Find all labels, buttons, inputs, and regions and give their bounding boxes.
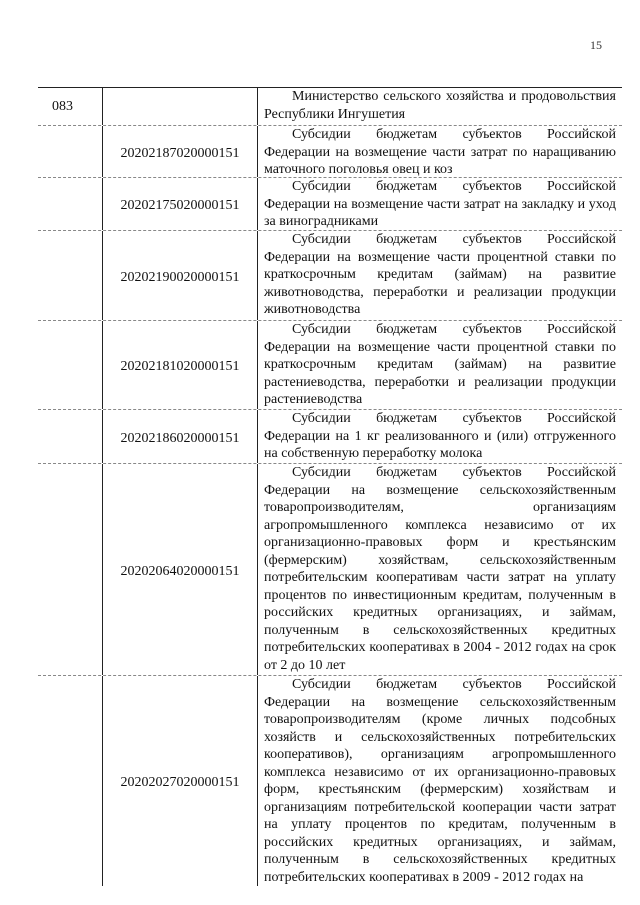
admin-code-cell — [38, 676, 103, 886]
table-row — [38, 410, 622, 464]
income-code-cell — [103, 88, 258, 125]
admin-code-cell — [38, 231, 103, 320]
income-name-cell: Субсидии бюджетам субъектов Российской Федерации на возмещение части затрат на закладку и уход за виноградниками — [264, 179, 616, 229]
income-code-cell: 20202186020000151 — [103, 410, 258, 463]
income-name-cell: Субсидии бюджетам субъектов Российской Федерации на возмещение части процентной ставки по краткосрочным кредитам (займам) на развитие животноводства, переработки и реализации продукции животноводства — [264, 232, 616, 317]
ministry-name-cell: Министерство сельского хозяйства и продовольствия Республики Ингушетия — [264, 89, 616, 122]
admin-code-cell — [38, 126, 103, 177]
income-name-cell: Субсидии бюджетам субъектов Российской Федерации на возмещение части затрат по наращиванию маточного поголовья овец и коз — [264, 127, 616, 177]
table-row-ministry — [38, 88, 622, 126]
table-row — [38, 126, 622, 178]
table-row — [38, 231, 622, 321]
admin-code-cell — [38, 178, 103, 230]
income-code-cell: 20202064020000151 — [103, 464, 258, 675]
income-code-cell: 20202187020000151 — [103, 126, 258, 177]
income-code-cell: 20202190020000151 — [103, 231, 258, 320]
table-row — [38, 676, 622, 886]
table-row — [38, 178, 622, 231]
income-code-cell: 20202181020000151 — [103, 321, 258, 409]
admin-code-cell: 083 — [38, 88, 103, 125]
table-row — [38, 464, 622, 676]
budget-code-table — [38, 87, 622, 886]
income-code-cell: 20202175020000151 — [103, 178, 258, 230]
admin-code-cell — [38, 410, 103, 463]
admin-code-cell — [38, 464, 103, 675]
admin-code-cell — [38, 321, 103, 409]
income-name-cell: Субсидии бюджетам субъектов Российской Федерации на возмещение сельскохозяйственным товаропроизводителям (кроме личных подсобных хозяйств и сельскохозяйственных потребительских кооперативов), организациям агропромышленного комплекса независимо от их организационно-правовых форм, крестьянским (фермерским) хозяйствам и организациям потребительской кооперации части затрат на уплату процентов по кредитам, полученным в российских кредитных организациях, и займам, полученным в сельскохозяйственных кредитных потребительских кооперативах в 2009 - 2012 годах на — [264, 677, 616, 885]
income-name-cell: Субсидии бюджетам субъектов Российской Федерации на возмещение части процентной ставки по краткосрочным кредитам (займам) на развитие растениеводства, переработки и реализации продукции растениеводства — [264, 322, 616, 407]
income-name-cell: Субсидии бюджетам субъектов Российской Федерации на 1 кг реализованного и (или) отгруженного на собственную переработку молока — [264, 411, 616, 461]
page-number: 15 — [590, 38, 602, 52]
income-name-cell: Субсидии бюджетам субъектов Российской Федерации на возмещение сельскохозяйственным товаропроизводителям, организациям агропромышленного комплекса независимо от их организационно-правовых форм и крестьянским (фермерским) хозяйствам, сельскохозяйственным потребительским кооперативам части затрат на уплату процентов по инвестиционным кредитам, полученным в российских кредитных организациях, и займам, полученным в сельскохозяйственных кредитных потребительских кооперативах в 2004 - 2012 годах на срок от 2 до 10 лет — [264, 465, 616, 673]
income-code-cell: 20202027020000151 — [103, 676, 258, 886]
table-row — [38, 321, 622, 410]
